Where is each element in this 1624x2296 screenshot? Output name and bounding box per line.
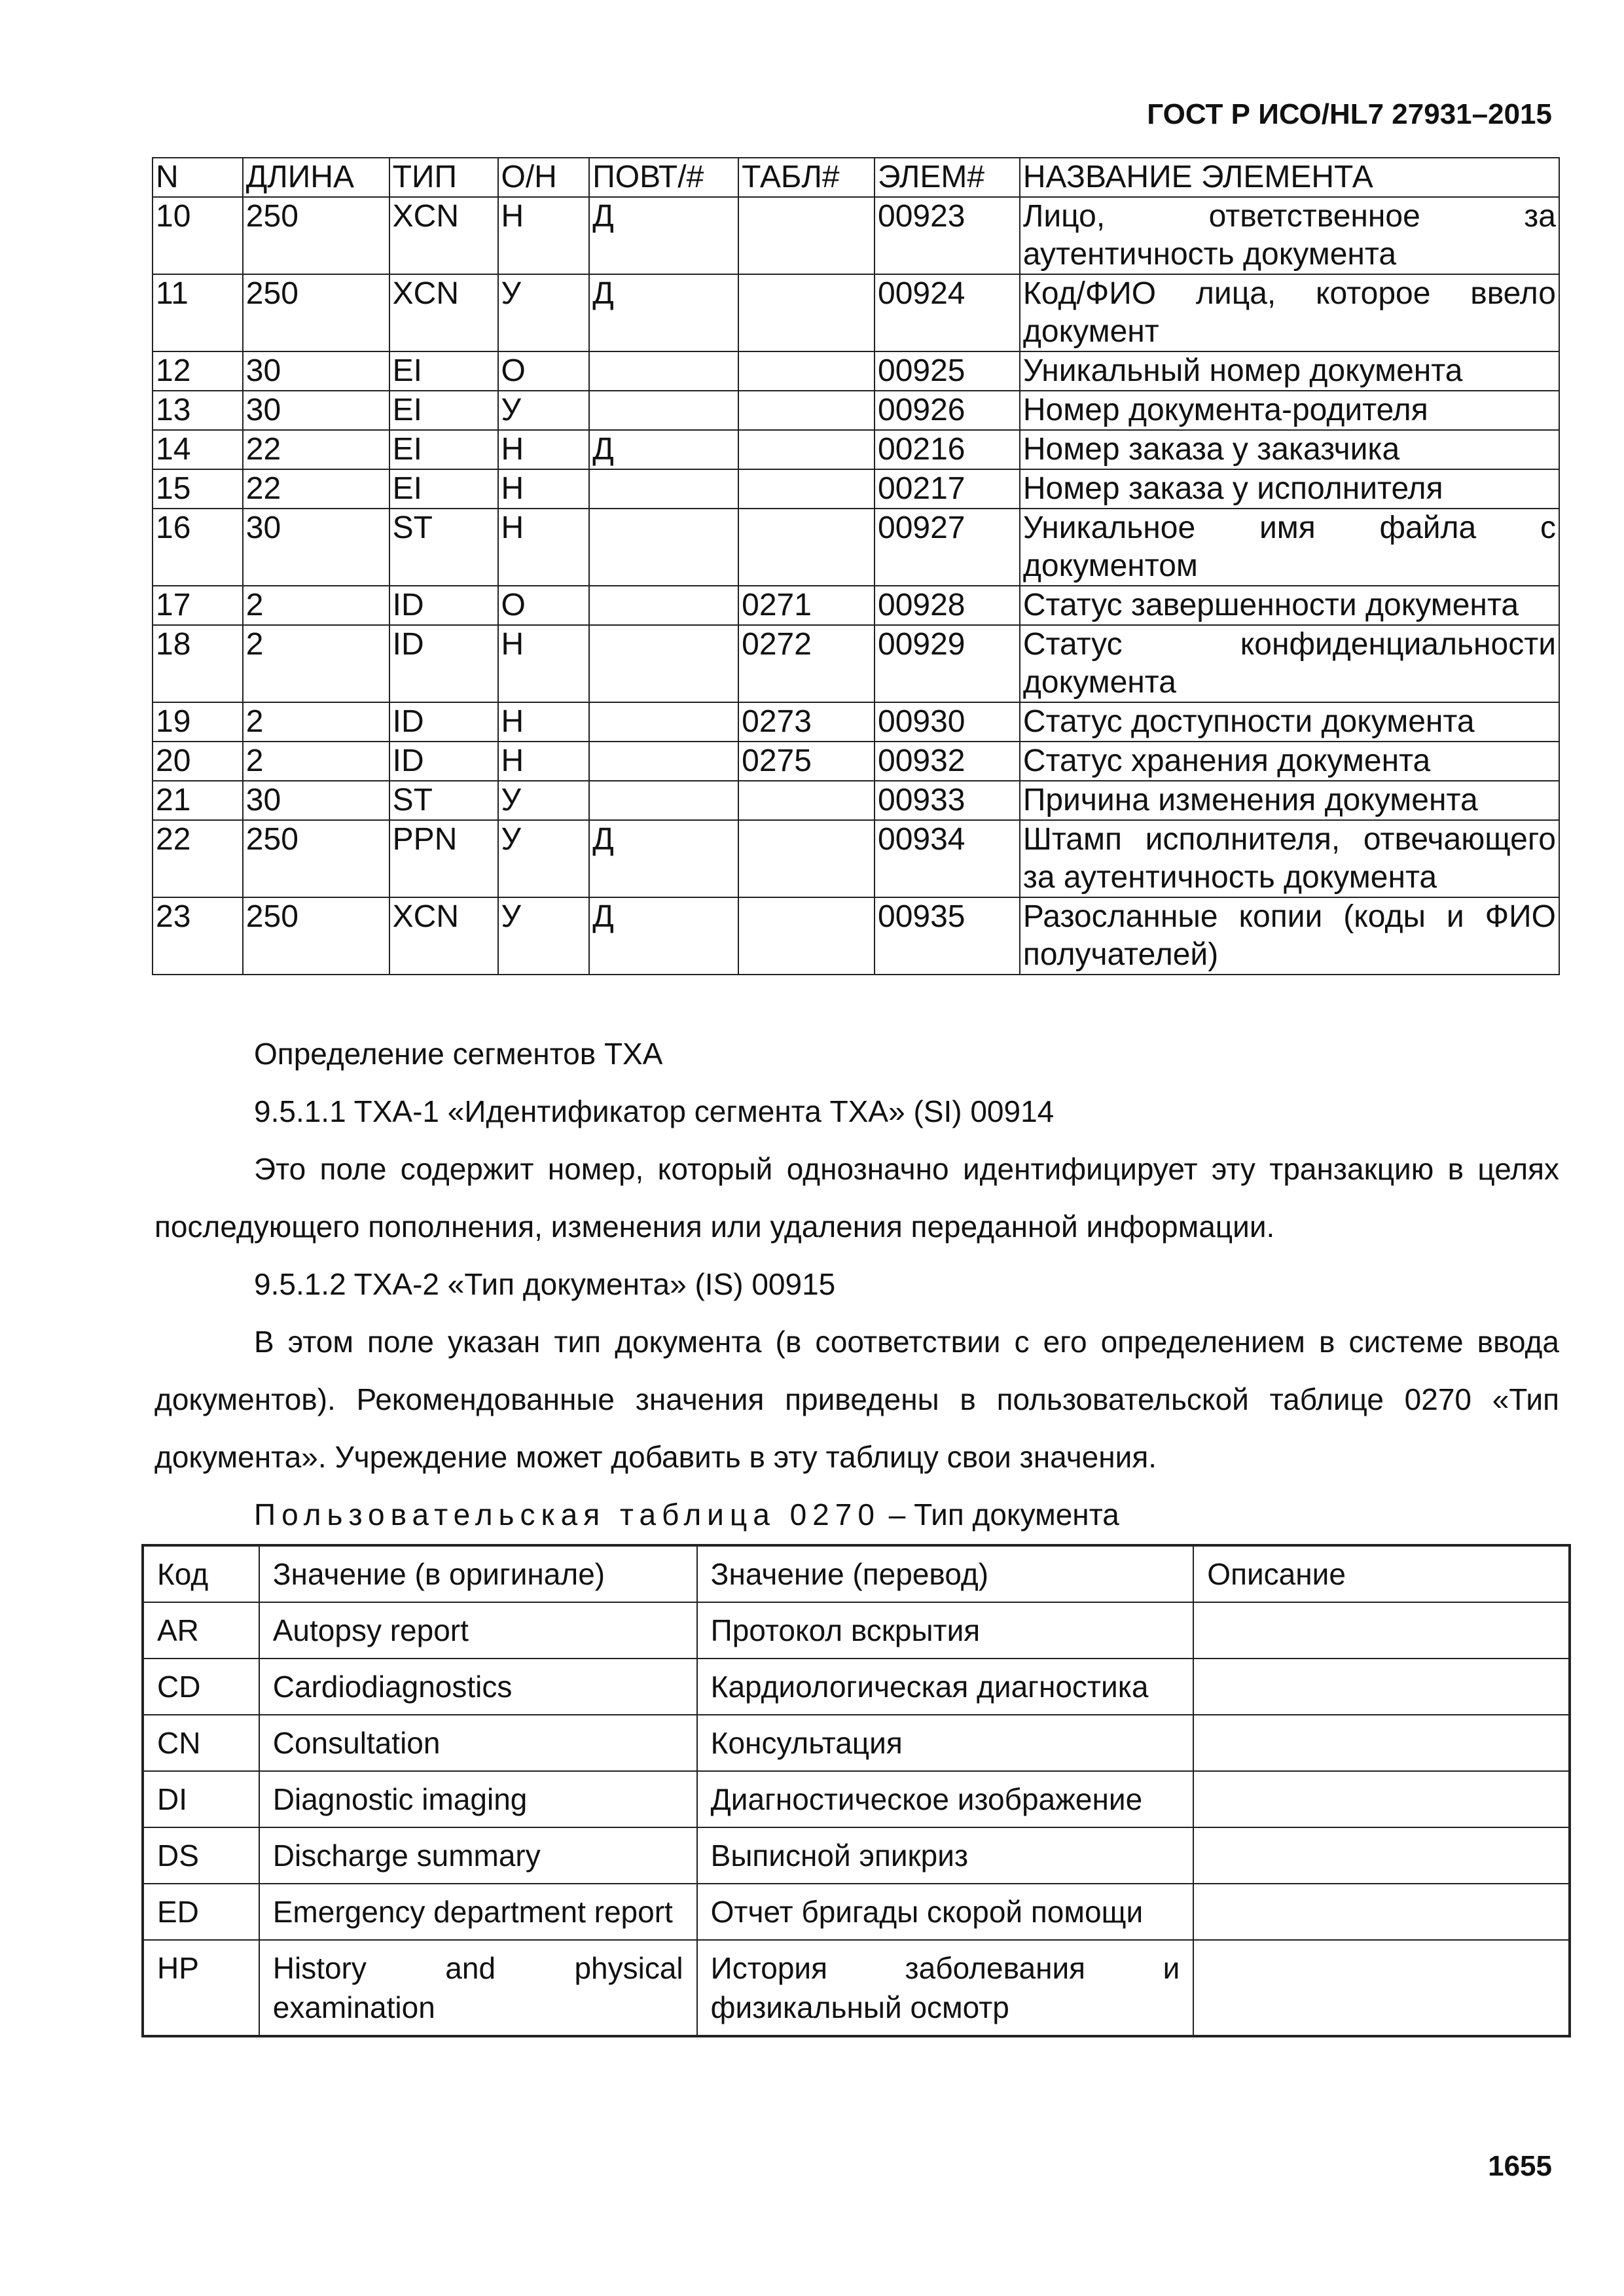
table-row (143, 1940, 1570, 2036)
table-cell: 22 (243, 469, 389, 509)
table-cell: ID (389, 586, 498, 625)
table-cell: У (498, 274, 590, 351)
table-cell: CD (143, 1659, 259, 1715)
table-cell: Протокол вскрытия (697, 1602, 1194, 1659)
table-cell: 21 (153, 781, 243, 820)
table-cell: Cardiodiagnostics (259, 1659, 697, 1715)
table-cell: ID (389, 742, 498, 781)
table-cell: 00217 (875, 469, 1020, 509)
table-cell: О (498, 351, 590, 391)
table-cell: 22 (243, 430, 389, 469)
table-cell: 2 (243, 702, 389, 742)
table-cell: Д (589, 897, 738, 975)
table-cell: Н (498, 509, 590, 586)
table-cell: 17 (153, 586, 243, 625)
table-cell: Выписной эпикриз (697, 1827, 1194, 1884)
table-cell: 14 (153, 430, 243, 469)
table-row (143, 1884, 1570, 1940)
table-cell: ED (143, 1884, 259, 1940)
table-cell: Разосланные копии (коды и ФИО получателей) (1020, 897, 1559, 975)
table-cell: Discharge summary (259, 1827, 697, 1884)
table-cell: EI (389, 469, 498, 509)
table-cell (589, 509, 738, 586)
column-header: ТИП (389, 158, 498, 197)
table-cell: 00935 (875, 897, 1020, 975)
table-cell: Номер заказа у исполнителя (1020, 469, 1559, 509)
table-row (143, 1602, 1570, 1659)
table-cell: Д (589, 274, 738, 351)
table-row (143, 1827, 1570, 1884)
table-cell: Штамп исполнителя, отвечающего за аутентичность документа (1020, 820, 1559, 897)
paragraph: Это поле содержит номер, который однозначно идентифицирует эту транзакцию в целях последующего пополнения, изменения или удаления переданной информации. (154, 1152, 1559, 1244)
caption-label: Пользовательская таблица 0270 (254, 1498, 880, 1532)
table-cell: О (498, 586, 590, 625)
table-cell: Н (498, 430, 590, 469)
table-cell: История заболевания и физикальный осмотр (697, 1940, 1194, 2036)
table-cell: Н (498, 469, 590, 509)
column-header: ДЛИНА (243, 158, 389, 197)
field-heading: 9.5.1.1 TXA-1 «Идентификатор сегмента TXA» (SI) 00914 (254, 1094, 1055, 1128)
table-cell: Статус доступности документа (1020, 702, 1559, 742)
document-header: ГОСТ Р ИСО/HL7 27931–2015 (1147, 98, 1552, 130)
table-cell: XCN (389, 197, 498, 274)
column-header: Описание (1193, 1545, 1570, 1602)
table-cell: ID (389, 702, 498, 742)
field-heading: 9.5.1.2 TXA-2 «Тип документа» (IS) 00915 (254, 1267, 836, 1301)
column-header: ЭЛЕМ# (875, 158, 1020, 197)
table-cell (1193, 1659, 1570, 1715)
table-cell: 250 (243, 820, 389, 897)
table-cell: Диагностическое изображение (697, 1771, 1194, 1827)
table-row (153, 274, 1559, 351)
table-cell: Д (589, 197, 738, 274)
table-cell (589, 391, 738, 430)
table-cell: 00930 (875, 702, 1020, 742)
table-cell: Причина изменения документа (1020, 781, 1559, 820)
table-cell: CN (143, 1715, 259, 1771)
table-cell: 250 (243, 274, 389, 351)
table-cell: 0273 (738, 702, 875, 742)
table-cell: Номер документа-родителя (1020, 391, 1559, 430)
table-cell (1193, 1940, 1570, 2036)
table-cell: 00933 (875, 781, 1020, 820)
table-cell: Н (498, 625, 590, 702)
table-cell (738, 469, 875, 509)
table-cell (738, 430, 875, 469)
table-cell (738, 351, 875, 391)
table-cell: Н (498, 197, 590, 274)
column-header: ПОВТ/# (589, 158, 738, 197)
table-cell (738, 820, 875, 897)
table-header-row (153, 158, 1559, 197)
document-type-table (141, 1544, 1571, 2037)
table-cell: 19 (153, 702, 243, 742)
table-cell: 0275 (738, 742, 875, 781)
table-cell (738, 897, 875, 975)
table-cell: 12 (153, 351, 243, 391)
table-cell: ST (389, 509, 498, 586)
table-cell: Emergency department report (259, 1884, 697, 1940)
table-cell: 15 (153, 469, 243, 509)
column-header: Код (143, 1545, 259, 1602)
table-row (153, 430, 1559, 469)
table-cell: PPN (389, 820, 498, 897)
table-cell: 16 (153, 509, 243, 586)
column-header: ТАБЛ# (738, 158, 875, 197)
table-cell: 0271 (738, 586, 875, 625)
table-cell: 00928 (875, 586, 1020, 625)
table-row (153, 702, 1559, 742)
table-row (143, 1771, 1570, 1827)
table-cell (738, 781, 875, 820)
table-cell: 23 (153, 897, 243, 975)
table-cell: Autopsy report (259, 1602, 697, 1659)
table-cell (1193, 1771, 1570, 1827)
table-cell (589, 781, 738, 820)
segment-fields-table (152, 157, 1560, 975)
table-cell: 18 (153, 625, 243, 702)
table-row (153, 351, 1559, 391)
table-row (153, 625, 1559, 702)
section-heading: Определение сегментов TXA (254, 1037, 663, 1071)
table-cell: DI (143, 1771, 259, 1827)
table-cell: 250 (243, 197, 389, 274)
table-cell (738, 197, 875, 274)
table-cell: 250 (243, 897, 389, 975)
table-cell: 2 (243, 625, 389, 702)
table-cell: 00934 (875, 820, 1020, 897)
table-cell: HP (143, 1940, 259, 2036)
table-cell (589, 742, 738, 781)
table-cell: 22 (153, 820, 243, 897)
table-cell: У (498, 820, 590, 897)
table-row (153, 509, 1559, 586)
table-cell: Статус завершенности документа (1020, 586, 1559, 625)
table-cell: 30 (243, 781, 389, 820)
table-cell: 30 (243, 509, 389, 586)
table-cell: Н (498, 742, 590, 781)
table-cell: Статус конфиденциальности документа (1020, 625, 1559, 702)
table-caption (154, 1486, 1559, 1543)
table-cell: 13 (153, 391, 243, 430)
table-cell: Кардиологическая диагностика (697, 1659, 1194, 1715)
table-cell (1193, 1884, 1570, 1940)
table-cell (589, 702, 738, 742)
table-cell: Лицо, ответственное за аутентичность документа (1020, 197, 1559, 274)
table-cell (1193, 1827, 1570, 1884)
table-row (153, 897, 1559, 975)
table-cell: Д (589, 430, 738, 469)
table-cell: ID (389, 625, 498, 702)
table-cell: 30 (243, 351, 389, 391)
table-cell: DS (143, 1827, 259, 1884)
table-cell (738, 509, 875, 586)
table-cell: Уникальное имя файла с документом (1020, 509, 1559, 586)
table-cell (1193, 1715, 1570, 1771)
table-cell: Н (498, 702, 590, 742)
table-header-row (143, 1545, 1570, 1602)
table-cell: Consultation (259, 1715, 697, 1771)
table-row (153, 469, 1559, 509)
column-header: Значение (в оригинале) (259, 1545, 697, 1602)
table-row (153, 820, 1559, 897)
table-cell: 20 (153, 742, 243, 781)
table-cell: 2 (243, 586, 389, 625)
table-cell: 00932 (875, 742, 1020, 781)
table-cell: Код/ФИО лица, которое ввело документ (1020, 274, 1559, 351)
column-header: N (153, 158, 243, 197)
caption-title: – Тип документа (880, 1498, 1119, 1532)
table-cell: Статус хранения документа (1020, 742, 1559, 781)
table-cell: 0272 (738, 625, 875, 702)
table-cell (738, 274, 875, 351)
table-row (143, 1715, 1570, 1771)
table-row (153, 197, 1559, 274)
table-cell (589, 586, 738, 625)
table-cell: Консультация (697, 1715, 1194, 1771)
table-cell: 2 (243, 742, 389, 781)
table-cell: 30 (243, 391, 389, 430)
table-cell: 10 (153, 197, 243, 274)
table-cell (589, 469, 738, 509)
table-cell: Д (589, 820, 738, 897)
table-cell: Номер заказа у заказчика (1020, 430, 1559, 469)
table-cell: 00924 (875, 274, 1020, 351)
table-cell: 00927 (875, 509, 1020, 586)
table-cell (589, 351, 738, 391)
paragraph: В этом поле указан тип документа (в соответствии с его определением в системе ввода документов). Рекомендованные значения приведены в пользовательской таблице 0270 «Тип документа». Учреждение может добавить в эту таблицу свои значения. (154, 1325, 1559, 1474)
table-row (153, 742, 1559, 781)
table-row (153, 391, 1559, 430)
table-cell: History and physical examination (259, 1940, 697, 2036)
table-cell: 00929 (875, 625, 1020, 702)
column-header: О/Н (498, 158, 590, 197)
table-cell: 00923 (875, 197, 1020, 274)
table-cell: У (498, 897, 590, 975)
table-cell: Отчет бригады скорой помощи (697, 1884, 1194, 1940)
column-header: НАЗВАНИЕ ЭЛЕМЕНТА (1020, 158, 1559, 197)
table-cell: EI (389, 391, 498, 430)
body-text (154, 1025, 1559, 1543)
table-cell: XCN (389, 274, 498, 351)
table-cell (1193, 1602, 1570, 1659)
table-cell: 11 (153, 274, 243, 351)
table-row (153, 586, 1559, 625)
table-cell: 00926 (875, 391, 1020, 430)
table-cell: EI (389, 430, 498, 469)
table-cell (738, 391, 875, 430)
table-cell: Уникальный номер документа (1020, 351, 1559, 391)
table-cell: Diagnostic imaging (259, 1771, 697, 1827)
table-cell: 00216 (875, 430, 1020, 469)
table-cell: У (498, 391, 590, 430)
column-header: Значение (перевод) (697, 1545, 1194, 1602)
table-cell: У (498, 781, 590, 820)
table-cell (589, 625, 738, 702)
table-row (153, 781, 1559, 820)
table-cell: 00925 (875, 351, 1020, 391)
page-number: 1655 (1488, 2150, 1552, 2182)
table-cell: EI (389, 351, 498, 391)
table-cell: XCN (389, 897, 498, 975)
table-row (143, 1659, 1570, 1715)
table-cell: AR (143, 1602, 259, 1659)
table-cell: ST (389, 781, 498, 820)
